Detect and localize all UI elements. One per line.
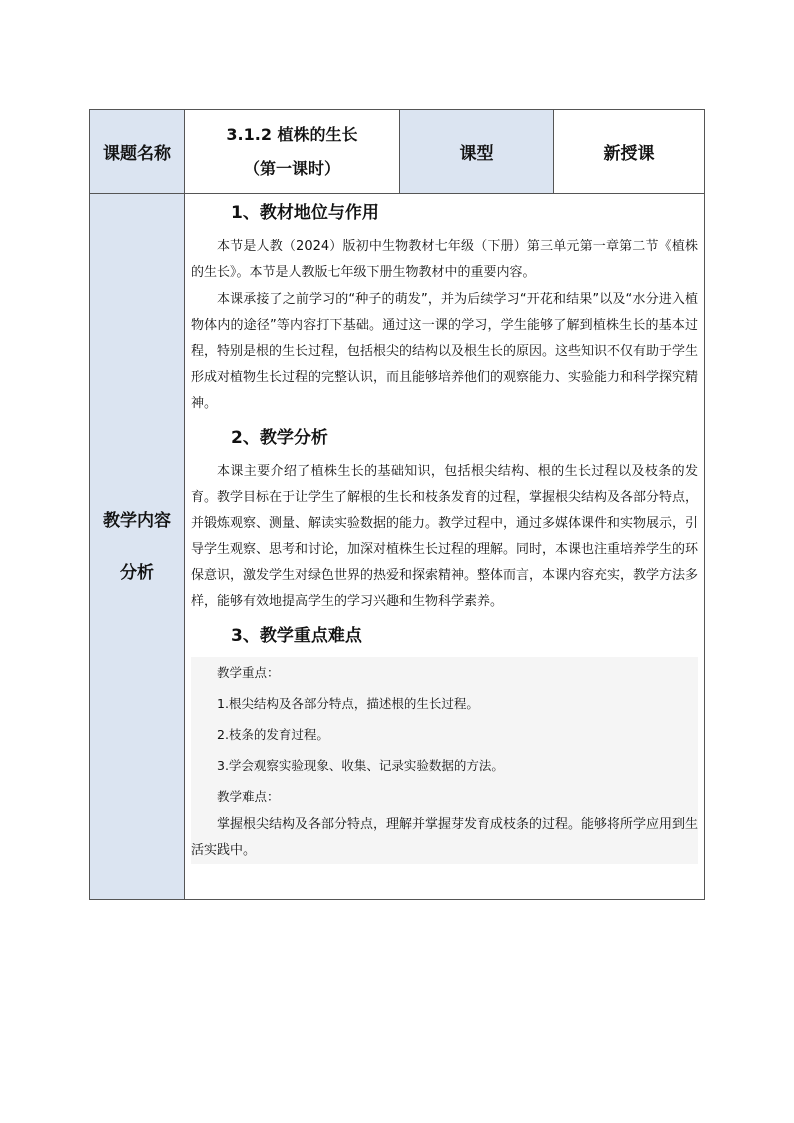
side-label-line2: 分析 [120, 562, 154, 583]
lesson-title: 3.1.2 植株的生长 [226, 124, 358, 144]
header-row [90, 110, 705, 194]
lesson-type-label: 课型 [400, 110, 554, 194]
content-cell [185, 194, 705, 900]
section-heading-1: 1、教材地位与作用 [231, 203, 379, 223]
key-point-item: 3.学会观察实验现象、收集、记录实验数据的方法。 [217, 758, 504, 773]
key-point-item: 2.枝条的发育过程。 [217, 727, 329, 742]
lesson-plan-table [89, 109, 705, 900]
section-heading-3: 3、教学重点难点 [231, 626, 362, 646]
section2-paragraph1: 本课主要介绍了植株生长的基础知识，包括根尖结构、根的生长过程以及枝条的发育。教学目标在于让学生了解根的生长和枝条发育的过程，掌握根尖结构及各部分特点，并锻炼观察、测量、解读实验数据的能力。教学过程中，通过多媒体课件和实物展示，引导学生观察、思考和讨论，加深对植株生长过程的理解。同时，本课也注重培养学生的环保意识，激发学生对绿色世界的热爱和探索精神。整体而言，本课内容充实，教学方法多样，能够有效地提高学生的学习兴趣和生物科学素养。 [191, 464, 699, 609]
key-points-block [191, 657, 698, 864]
side-label-line1: 教学内容 [103, 510, 171, 531]
content-analysis-label [90, 194, 185, 900]
difficulty-text: 掌握根尖结构及各部分特点，理解并掌握芽发育成枝条的过程。能够将所学应用到生活实践中。 [191, 817, 699, 858]
lesson-type-value: 新授课 [554, 110, 705, 194]
content-row [90, 194, 705, 900]
lesson-period: （第一课时） [243, 158, 340, 178]
lesson-name-label: 课题名称 [90, 110, 185, 194]
section-heading-2: 2、教学分析 [231, 428, 328, 448]
section1-paragraph2: 本课承接了之前学习的“种子的萌发”，并为后续学习“开花和结果”以及“水分进入植物体内的途径”等内容打下基础。通过这一课的学习，学生能够了解到植株生长的基本过程，特别是根的生长过程，包括根尖的结构以及根生长的原因。这些知识不仅有助于学生形成对植物生长过程的完整认识，而且能够培养他们的观察能力、实验能力和科学探究精神。 [191, 292, 699, 411]
key-point-item: 1.根尖结构及各部分特点，描述根的生长过程。 [217, 696, 479, 711]
difficulty-label: 教学难点： [217, 789, 280, 804]
lesson-title-cell [185, 110, 400, 194]
key-points-label: 教学重点： [217, 665, 280, 680]
section1-paragraph1: 本节是人教（2024）版初中生物教材七年级（下册）第三单元第一章第二节《植株的生长》。本节是人教版七年级下册生物教材中的重要内容。 [191, 239, 698, 280]
